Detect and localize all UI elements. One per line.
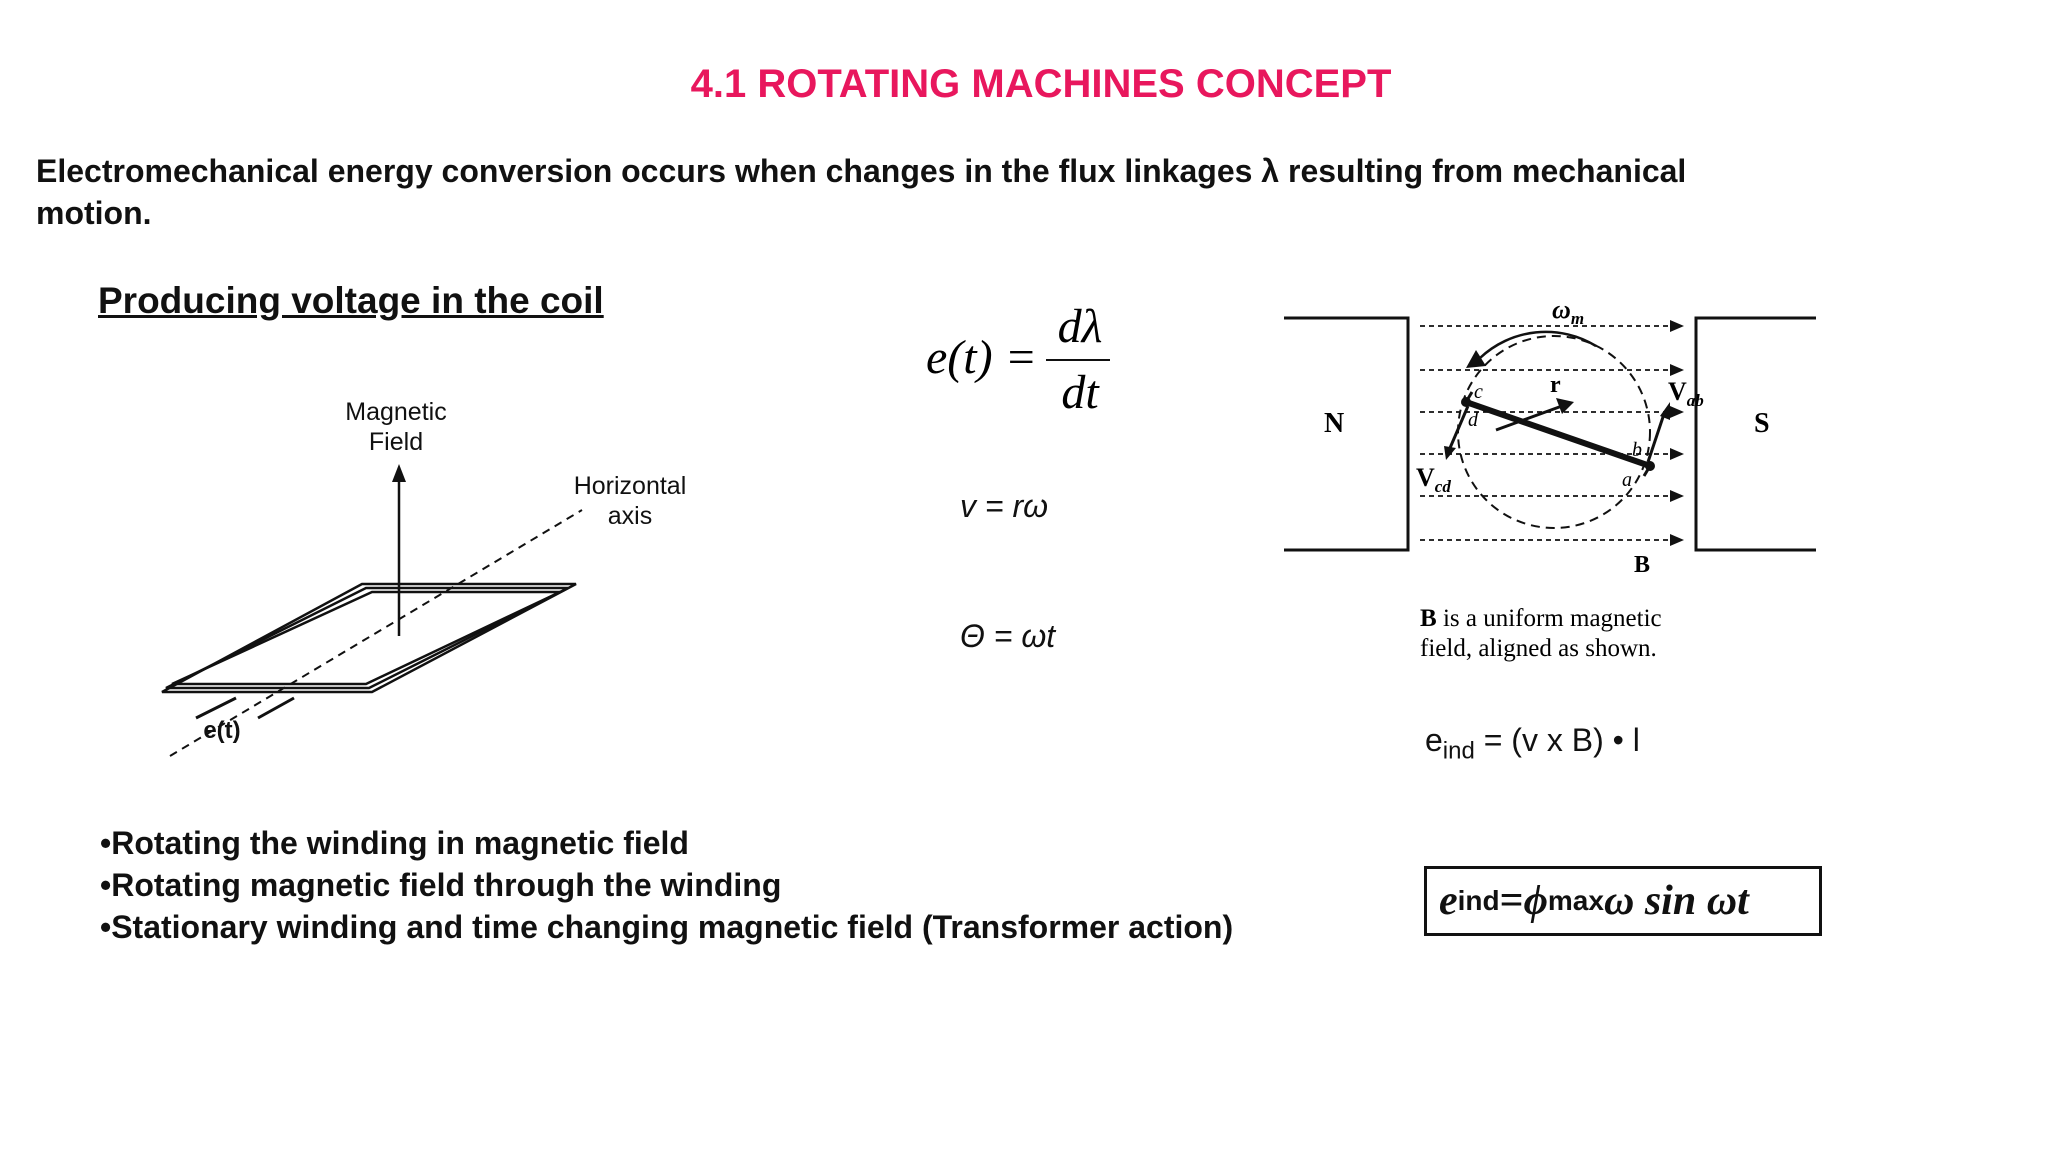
magnetic-field-label-2: Field — [368, 428, 424, 456]
emf-equation — [920, 298, 1160, 428]
section-heading: Producing voltage in the coil — [98, 280, 604, 321]
emf-equation-lhs: e(t) = — [926, 331, 1037, 384]
south-pole-label: S — [1754, 408, 1770, 439]
rotation-arrowhead — [1466, 350, 1486, 368]
point-d-marker — [1461, 397, 1471, 407]
north-pole — [1284, 318, 1408, 550]
field-arrowheads — [1670, 320, 1684, 546]
horizontal-axis-label: Horizontal — [573, 472, 687, 500]
machine-diagram — [1280, 296, 1840, 676]
machine-caption-line1: B is a uniform magnetic — [1420, 605, 1662, 632]
emf-equation-numerator: dλ — [1057, 300, 1103, 353]
velocity-cd-label: $V_{cd}$ — [1416, 463, 1451, 496]
coil-lead-right — [258, 698, 294, 718]
emf-label: e(t) — [203, 717, 241, 744]
point-b-label: b — [1632, 439, 1642, 461]
slide-title: 4.1 ROTATING MACHINES CONCEPT — [690, 62, 1392, 106]
bullet-list — [100, 822, 1260, 948]
angular-velocity-label: $\omega_m$ — [1552, 296, 1585, 328]
bullet-item: •Rotating magnetic field through the winding — [100, 867, 782, 903]
magnetic-field-arrowhead — [392, 464, 406, 482]
point-a-marker — [1645, 461, 1655, 471]
angle-equation: Θ = ωt — [960, 618, 1056, 654]
horizontal-axis-label-2: axis — [607, 502, 653, 530]
velocity-ab-label: $V_{ab}$ — [1668, 377, 1704, 410]
magnetic-field-label: Magnetic — [345, 398, 447, 426]
induced-voltage-boxed-equation: e ind = ϕ max ω sin ωt — [1424, 866, 1822, 936]
north-pole-label: N — [1324, 408, 1345, 439]
machine-caption-line2: field, aligned as shown. — [1420, 635, 1657, 662]
radius-label: r — [1550, 372, 1561, 398]
point-c-label: c — [1474, 381, 1483, 403]
velocity-cd-arrowhead — [1444, 446, 1456, 460]
velocity-equation: v = rω — [960, 488, 1049, 524]
point-a-label: a — [1622, 469, 1632, 491]
intro-text: Electromechanical energy conversion occurs when changes in the flux linkages λ resulting from mechanical motion. — [36, 153, 1687, 231]
induced-voltage-equation: $e_{ind} = (v$ x B) • l — [1425, 722, 1640, 765]
bullet-item: •Rotating the winding in magnetic field — [100, 825, 689, 861]
coil-lead-left — [196, 698, 236, 718]
bullet-item: •Stationary winding and time changing magnetic field (Transformer action) — [100, 909, 1234, 945]
point-d-label: d — [1468, 409, 1478, 431]
coil-diagram — [150, 390, 750, 770]
emf-equation-denominator: dt — [1061, 366, 1099, 419]
field-b-label: B — [1634, 552, 1651, 578]
